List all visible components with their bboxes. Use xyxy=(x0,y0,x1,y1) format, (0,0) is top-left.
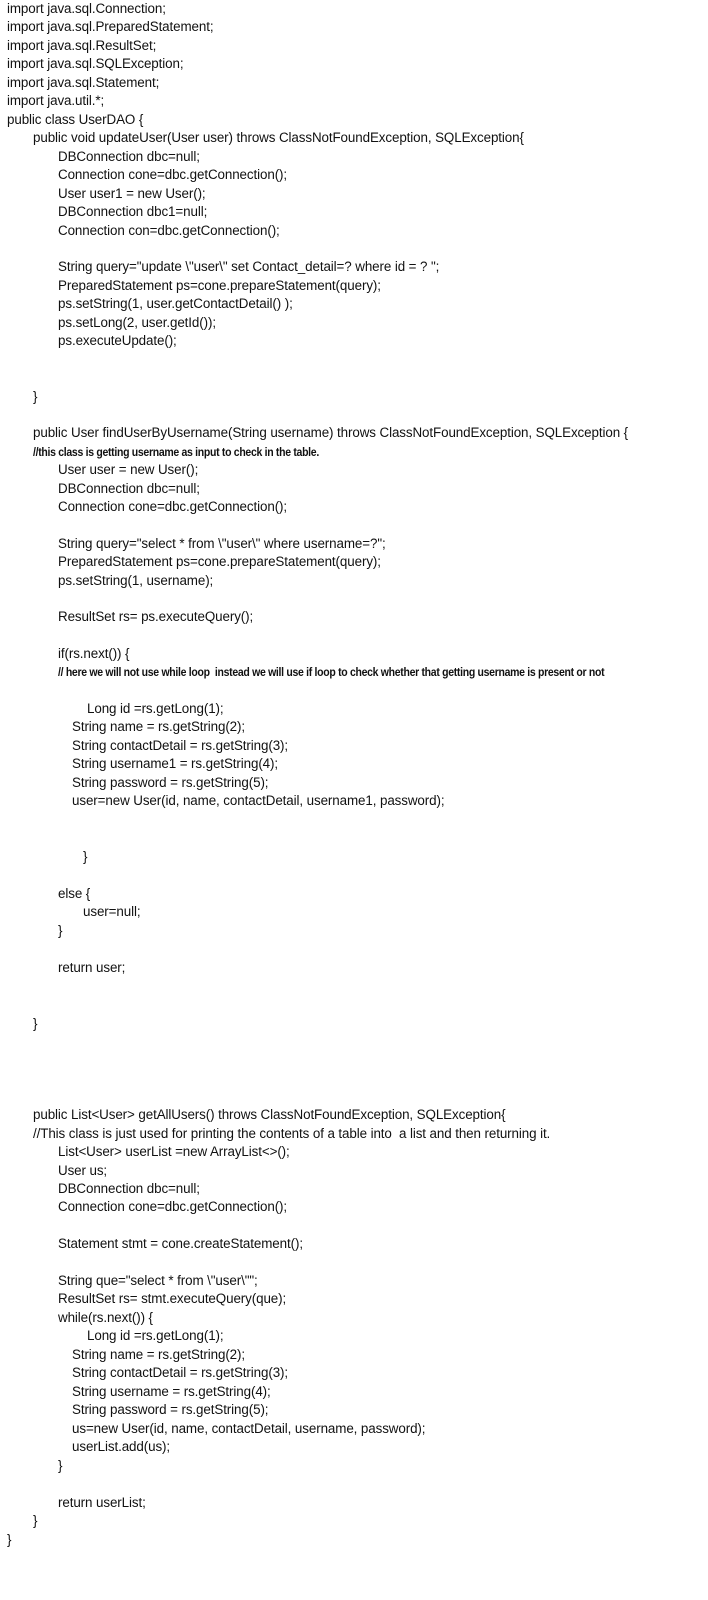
code-line: Connection cone=dbc.getConnection(); xyxy=(58,167,288,182)
code-line: if(rs.next()) { xyxy=(58,646,130,661)
code-line: Long id =rs.getLong(1); xyxy=(87,1328,224,1343)
code-line: String contactDetail = rs.getString(3); xyxy=(72,738,289,753)
code-line: Connection cone=dbc.getConnection(); xyxy=(58,1199,288,1214)
code-line: while(rs.next()) { xyxy=(58,1310,153,1325)
code-line: PreparedStatement ps=cone.prepareStatement(query); xyxy=(58,554,381,569)
code-line: else { xyxy=(58,886,91,901)
code-line: String password = rs.getString(5); xyxy=(72,775,269,790)
code-line: import java.sql.SQLException; xyxy=(7,56,184,71)
code-line: public List<User> getAllUsers() throws ClassNotFoundException, SQLException{ xyxy=(33,1107,506,1122)
code-line: ps.executeUpdate(); xyxy=(58,333,177,348)
code-line: User us; xyxy=(58,1163,108,1178)
code-line: } xyxy=(83,849,88,864)
code-line: } xyxy=(7,1532,12,1547)
code-line: DBConnection dbc=null; xyxy=(58,1181,200,1196)
code-line: String que="select * from \"user\""; xyxy=(58,1273,258,1288)
code-line: User user = new User(); xyxy=(58,462,199,477)
code-line: us=new User(id, name, contactDetail, username, password); xyxy=(72,1421,426,1436)
code-line: List<User> userList =new ArrayList<>(); xyxy=(58,1144,290,1159)
code-line: DBConnection dbc=null; xyxy=(58,481,200,496)
code-line: user=new User(id, name, contactDetail, username1, password); xyxy=(72,793,445,808)
code-line: String query="select * from \"user\" where username=?"; xyxy=(58,536,386,551)
code-line: Long id =rs.getLong(1); xyxy=(87,701,224,716)
code-line: } xyxy=(58,1458,63,1473)
code-line: String username = rs.getString(4); xyxy=(72,1384,271,1399)
code-line: user=null; xyxy=(83,904,141,919)
code-comment-line: // here we will not use while loop instead we will use if loop to check whether that getting username is present or not xyxy=(58,665,605,679)
code-line: DBConnection dbc=null; xyxy=(58,149,200,164)
code-line: public class UserDAO { xyxy=(7,112,144,127)
code-line: String name = rs.getString(2); xyxy=(72,719,246,734)
code-line: String password = rs.getString(5); xyxy=(72,1402,269,1417)
code-line: ps.setString(1, username); xyxy=(58,573,214,588)
code-line: Connection cone=dbc.getConnection(); xyxy=(58,499,288,514)
code-line: ps.setString(1, user.getContactDetail() ); xyxy=(58,296,293,311)
code-line: public User findUserByUsername(String username) throws ClassNotFoundException, SQLException { xyxy=(33,425,629,440)
code-line: import java.sql.Connection; xyxy=(7,1,166,16)
code-line: } xyxy=(33,1016,38,1031)
code-line: userList.add(us); xyxy=(72,1439,171,1454)
code-line: import java.sql.ResultSet; xyxy=(7,38,157,53)
code-line: //This class is just used for printing the contents of a table into a list and then returning it. xyxy=(33,1126,551,1141)
code-line: import java.sql.Statement; xyxy=(7,75,160,90)
code-line: String query="update \"user\" set Contact_detail=? where id = ? "; xyxy=(58,259,440,274)
code-line: Statement stmt = cone.createStatement(); xyxy=(58,1236,303,1251)
code-line: } xyxy=(33,1513,38,1528)
code-line: String name = rs.getString(2); xyxy=(72,1347,246,1362)
code-line: import java.sql.PreparedStatement; xyxy=(7,19,214,34)
code-line: User user1 = new User(); xyxy=(58,186,206,201)
code-line: import java.util.*; xyxy=(7,93,105,108)
code-line: PreparedStatement ps=cone.prepareStatement(query); xyxy=(58,278,381,293)
code-line: } xyxy=(33,389,38,404)
code-line: ps.setLong(2, user.getId()); xyxy=(58,315,216,330)
code-line: Connection con=dbc.getConnection(); xyxy=(58,223,280,238)
code-line: ResultSet rs= ps.executeQuery(); xyxy=(58,609,254,624)
code-line: DBConnection dbc1=null; xyxy=(58,204,208,219)
code-line: } xyxy=(58,923,63,938)
code-line: ResultSet rs= stmt.executeQuery(que); xyxy=(58,1291,287,1306)
code-comment-line: //this class is getting username as input to check in the table. xyxy=(33,445,319,459)
code-line: String username1 = rs.getString(4); xyxy=(72,756,279,771)
code-line: String contactDetail = rs.getString(3); xyxy=(72,1365,289,1380)
code-line: return userList; xyxy=(58,1495,146,1510)
code-line: public void updateUser(User user) throws ClassNotFoundException, SQLException{ xyxy=(33,130,524,145)
code-line: return user; xyxy=(58,960,126,975)
